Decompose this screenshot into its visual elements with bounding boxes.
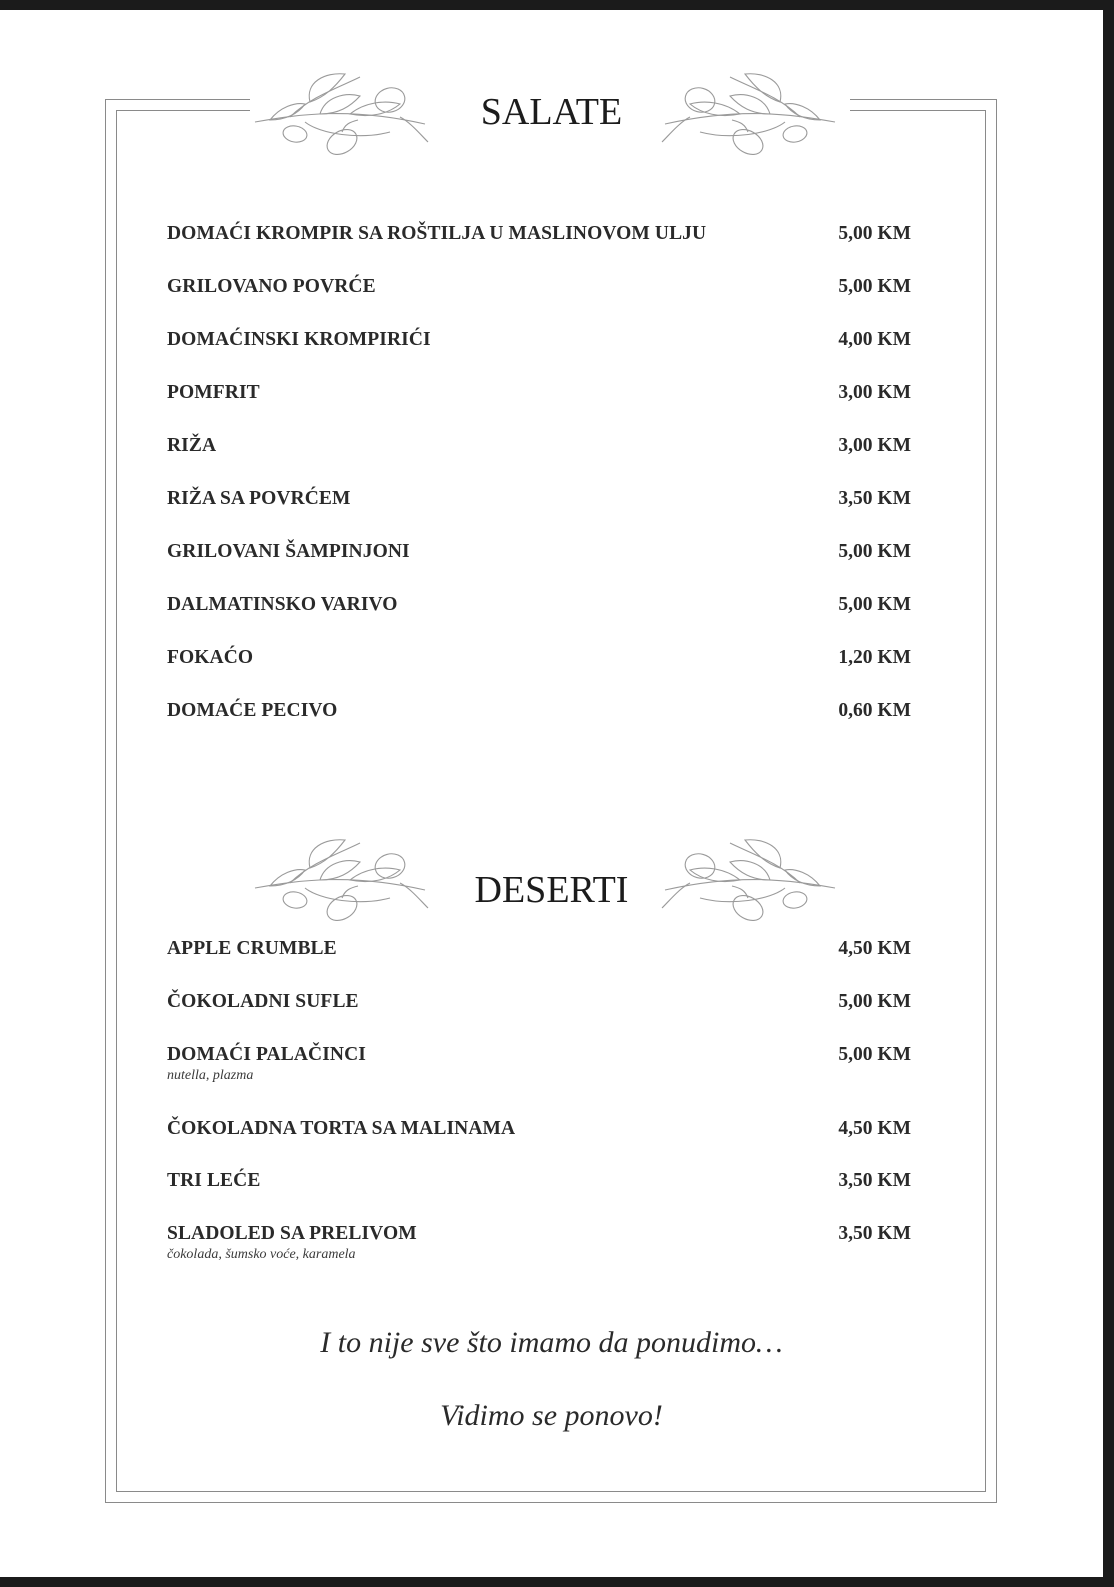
item-name: RIŽA SA POVRĆEM (167, 488, 351, 509)
item-name: GRILOVANI ŠAMPINJONI (167, 541, 410, 562)
item-name: DOMAĆI PALAČINCI (167, 1044, 366, 1065)
item-name: ČOKOLADNA TORTA SA MALINAMA (167, 1118, 516, 1139)
olive-branch-icon (650, 828, 840, 927)
item-price: 4,50 KM (838, 938, 911, 959)
item-name: DOMAĆE PECIVO (167, 700, 338, 721)
section-title-salate: SALATE (480, 91, 623, 133)
item-price: 4,00 KM (838, 329, 911, 350)
item-name: DALMATINSKO VARIVO (167, 594, 398, 615)
item-price: 5,00 KM (838, 991, 911, 1012)
item-price: 3,50 KM (838, 1170, 911, 1191)
item-name: ČOKOLADNI SUFLE (167, 991, 359, 1012)
item-name: POMFRIT (167, 382, 260, 403)
item-price: 3,50 KM (838, 488, 911, 509)
item-price: 5,00 KM (838, 276, 911, 297)
closing-line-2: Vidimo se ponovo! (440, 1399, 663, 1432)
item-price: 0,60 KM (838, 700, 911, 721)
item-name: APPLE CRUMBLE (167, 938, 337, 959)
item-note: nutella, plazma (167, 1068, 254, 1083)
item-price: 5,00 KM (838, 594, 911, 615)
item-price: 5,00 KM (838, 1044, 911, 1065)
item-price: 5,00 KM (838, 541, 911, 562)
menu-page (0, 10, 1103, 1577)
item-price: 4,50 KM (838, 1118, 911, 1139)
item-price: 1,20 KM (838, 647, 911, 668)
item-price: 3,00 KM (838, 435, 911, 456)
item-name: DOMAĆINSKI KROMPIRIĆI (167, 329, 431, 350)
olive-branch-icon (650, 62, 840, 161)
item-name: FOKAĆO (167, 647, 254, 668)
item-note: čokolada, šumsko voće, karamela (167, 1247, 356, 1262)
closing-line-1: I to nije sve što imamo da ponudimo… (320, 1326, 783, 1359)
item-price: 3,00 KM (838, 382, 911, 403)
section-title-deserti: DESERTI (474, 869, 629, 911)
item-price: 5,00 KM (838, 223, 911, 244)
item-price: 3,50 KM (838, 1223, 911, 1244)
item-name: TRI LEĆE (167, 1170, 261, 1191)
item-name: SLADOLED SA PRELIVOM (167, 1223, 417, 1244)
item-name: DOMAĆI KROMPIR SA ROŠTILJA U MASLINOVOM ULJU (167, 223, 707, 244)
page-frame-inner (116, 110, 986, 1492)
item-name: GRILOVANO POVRĆE (167, 276, 376, 297)
item-name: RIŽA (167, 435, 217, 456)
